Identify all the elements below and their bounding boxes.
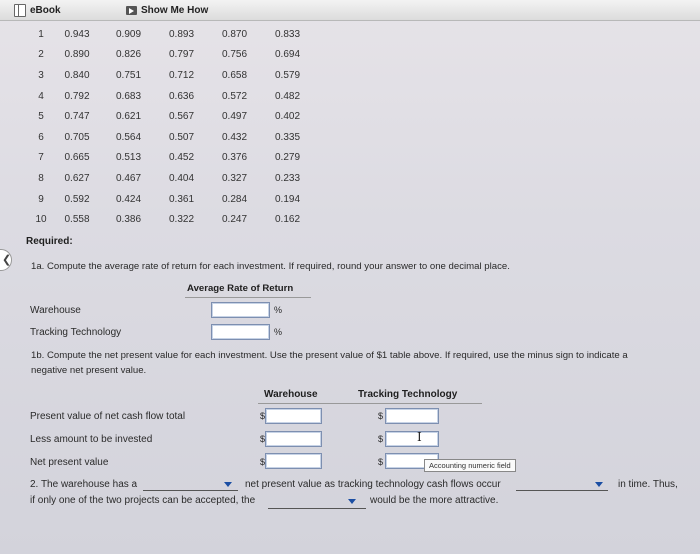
pv-factor-cell: 0.683	[115, 90, 142, 102]
table-row	[30, 168, 314, 189]
pv-factor-cell: 0.404	[168, 172, 195, 184]
pv-factor-cell: 0.327	[221, 172, 248, 184]
warehouse-rate-input[interactable]	[211, 302, 270, 318]
pv-factor-cell: 0.376	[221, 152, 248, 164]
pv-factor-cell: 0.943	[64, 28, 90, 40]
tracking-invested-input[interactable]	[385, 431, 439, 447]
pv-factor-cell: 0.792	[64, 90, 90, 102]
table-row	[30, 45, 314, 66]
header-rule	[258, 403, 482, 404]
percent-sign: %	[274, 305, 283, 315]
table-row	[30, 86, 314, 107]
net-present-value-label: Net present value	[30, 457, 109, 468]
period-cell: 5	[38, 111, 44, 123]
warehouse-label: Warehouse	[30, 305, 81, 316]
pv-factor-cell: 0.840	[64, 69, 90, 81]
pv-factor-cell: 0.432	[221, 131, 248, 143]
pv-factor-cell: 0.890	[64, 49, 90, 61]
pv-factor-cell: 0.233	[274, 172, 301, 184]
question-2-line2-prefix: if only one of the two projects can be accepted, the	[30, 495, 256, 506]
pv-factor-cell: 0.247	[221, 214, 248, 226]
pv-factor-cell: 0.694	[274, 49, 301, 61]
tracking-pv-cash-flow-input[interactable]	[385, 408, 439, 424]
period-cell: 7	[38, 152, 44, 164]
average-rate-header: Average Rate of Return	[187, 283, 294, 294]
pv-factor-cell: 0.665	[64, 152, 90, 164]
pv-factor-cell: 0.756	[221, 49, 248, 61]
chevron-down-icon	[224, 482, 232, 487]
chevron-down-icon	[348, 499, 356, 504]
pv-factor-cell: 0.592	[64, 193, 90, 205]
pv-factor-cell: 0.507	[168, 131, 195, 143]
pv-factor-cell: 0.162	[274, 214, 301, 226]
collapse-arrow-button[interactable]	[0, 249, 12, 271]
pv-factor-cell: 0.513	[115, 152, 142, 164]
dollar-sign: $	[378, 457, 384, 467]
show-me-how-tab[interactable]	[126, 3, 208, 17]
ebook-label: eBook	[30, 4, 61, 16]
dropdown-underline	[143, 490, 238, 491]
warehouse-invested-input[interactable]	[265, 431, 322, 447]
tracking-technology-label: Tracking Technology	[30, 327, 122, 338]
pv-factor-cell: 0.402	[274, 111, 301, 123]
header-rule	[185, 297, 311, 298]
show-me-how-label: Show Me How	[141, 4, 209, 16]
pv-factor-cell: 0.279	[274, 152, 301, 164]
pv-factor-cell: 0.194	[274, 193, 301, 205]
period-cell: 9	[38, 193, 44, 205]
pv-factor-cell: 0.636	[168, 90, 195, 102]
period-cell: 2	[38, 49, 44, 61]
pv-factor-cell: 0.322	[168, 214, 195, 226]
dropdown-underline	[268, 508, 366, 509]
book-icon	[14, 4, 26, 17]
tracking-column-header: Tracking Technology	[358, 389, 458, 400]
text-cursor-icon: I	[417, 430, 422, 444]
table-row	[30, 106, 314, 127]
table-row	[30, 24, 314, 45]
tracking-rate-input[interactable]	[211, 324, 270, 340]
pv-factor-cell: 0.579	[274, 69, 301, 81]
pv-factor-cell: 0.870	[221, 28, 248, 40]
period-cell: 1	[38, 28, 44, 40]
pv-factor-cell: 0.747	[64, 111, 90, 123]
pv-factor-cell: 0.751	[115, 69, 142, 81]
pv-factor-cell: 0.627	[64, 172, 90, 184]
pv-factor-cell: 0.558	[64, 214, 90, 226]
video-play-icon	[126, 6, 137, 15]
percent-sign: %	[274, 327, 283, 337]
question-1b-text-line1: 1b. Compute the net present value for each investment. Use the present value of $1 table above. If required, use the minus sign to indicate a	[31, 350, 628, 361]
pv-factor-cell: 0.658	[221, 69, 248, 81]
pv-factor-cell: 0.833	[274, 28, 301, 40]
table-row	[30, 65, 314, 86]
dollar-sign: $	[378, 434, 384, 444]
period-cell: 3	[38, 69, 44, 81]
pv-factor-cell: 0.712	[168, 69, 195, 81]
pv-factor-cell: 0.826	[115, 49, 142, 61]
pv-cash-flow-label: Present value of net cash flow total	[30, 411, 186, 422]
question-2-line2-suffix: would be the more attractive.	[370, 495, 499, 506]
table-row	[30, 127, 314, 148]
dollar-sign: $	[260, 457, 266, 467]
top-toolbar	[0, 0, 700, 21]
table-row	[30, 209, 314, 230]
period-cell: 4	[38, 90, 44, 102]
dollar-sign: $	[378, 411, 384, 421]
warehouse-pv-cash-flow-input[interactable]	[265, 408, 322, 424]
pv-factor-cell: 0.467	[115, 172, 142, 184]
question-2-prefix: 2. The warehouse has a	[30, 479, 138, 490]
pv-factor-cell: 0.452	[168, 152, 195, 164]
question-2-suffix: in time. Thus,	[618, 479, 678, 490]
pv-factor-cell: 0.361	[168, 193, 195, 205]
pv-factor-cell: 0.621	[115, 111, 142, 123]
period-cell: 10	[35, 214, 47, 226]
period-cell: 6	[38, 131, 44, 143]
pv-factor-cell: 0.424	[115, 193, 142, 205]
pv-factor-cell: 0.797	[168, 49, 195, 61]
pv-factor-cell: 0.482	[274, 90, 301, 102]
dollar-sign: $	[260, 434, 266, 444]
period-cell: 8	[38, 172, 44, 184]
dollar-sign: $	[260, 411, 266, 421]
question-1b-text-line2: negative net present value.	[31, 365, 147, 376]
pv-factor-cell: 0.284	[221, 193, 248, 205]
pv-factor-cell: 0.893	[168, 28, 195, 40]
pv-factor-cell: 0.564	[115, 131, 142, 143]
table-row	[30, 189, 314, 210]
table-row	[30, 148, 314, 169]
dropdown-underline	[516, 490, 608, 491]
pv-factor-cell: 0.497	[221, 111, 248, 123]
ebook-tab[interactable]	[14, 3, 61, 17]
present-value-table	[30, 24, 314, 230]
warehouse-column-header: Warehouse	[264, 389, 318, 400]
field-tooltip: Accounting numeric field	[424, 459, 516, 472]
pv-factor-cell: 0.705	[64, 131, 90, 143]
less-invested-label: Less amount to be invested	[30, 434, 153, 445]
pv-factor-cell: 0.567	[168, 111, 195, 123]
question-1a-text: 1a. Compute the average rate of return for each investment. If required, round your answer to one decimal place.	[31, 261, 510, 272]
pv-factor-cell: 0.335	[274, 131, 301, 143]
warehouse-npv-input[interactable]	[265, 453, 322, 469]
pv-factor-cell: 0.386	[115, 214, 142, 226]
required-heading: Required:	[26, 236, 73, 247]
chevron-down-icon	[595, 482, 603, 487]
pv-factor-cell: 0.572	[221, 90, 248, 102]
question-2-mid: net present value as tracking technology cash flows occur	[245, 479, 501, 490]
pv-factor-cell: 0.909	[115, 28, 142, 40]
chevron-left-icon: ❮	[2, 254, 12, 266]
